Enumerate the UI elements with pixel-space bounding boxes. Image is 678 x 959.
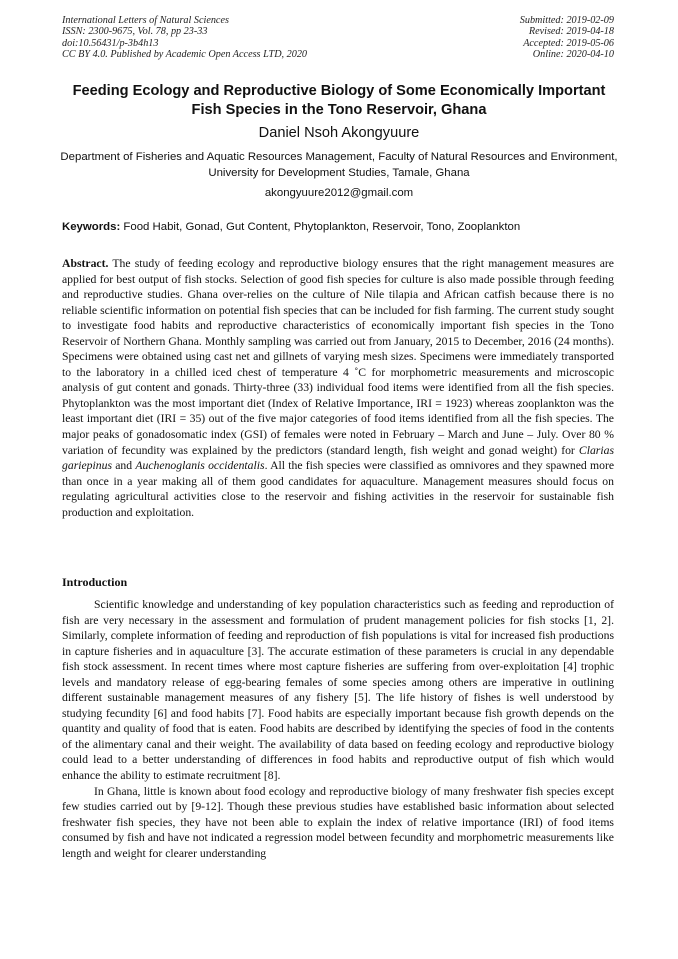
introduction-heading: Introduction <box>62 575 128 589</box>
intro-paragraph-1: Scientific knowledge and understanding of key population characteristics such as feeding and reproduction of fish are very necessary in the assessment and formulation of prudent management policies for fish stocks [1, 2]. Similarly, complete information of feeding and reproduction of fish populations is vital for increased fish productions in capture fisheries and in aquaculture [3]. The accurate estimation of these parameters is crucial in any dependable fish stock assessment. In recent times where most capture fisheries are suffering from over-exploitation [4] trophic levels and mandatory release of egg-bearing females of some species among others are imperative in outlining different sustainable management measures of any fishery [5]. The life history of fishes is well understood by studying fecundity [6] and food habits [7]. Food habits are especially important because fish growth depends on the quantity and quality of food that is eaten. Food habits are described by identifying the species of food in the contents of the alimentary canal and their weight. The availability of data based on feeding ecology and reproductive biology could lead to a better understanding of differences in food habits and reproductive output of fish which would enhance the ability to estimate recruitment [8]. <box>62 598 614 783</box>
author-name: Daniel Nsoh Akongyuure <box>258 125 420 141</box>
journal-name: International Letters of Natural Sciences <box>62 15 229 26</box>
keywords-text: Food Habit, Gonad, Gut Content, Phytoplankton, Reservoir, Tono, Zooplankton <box>123 221 521 233</box>
abstract-label: Abstract. <box>62 257 109 270</box>
journal-header-right <box>520 15 614 60</box>
introduction-section <box>62 597 614 861</box>
abstract-and: and <box>115 459 133 473</box>
license-line: CC BY 4.0. Published by Academic Open Access LTD, 2020 <box>62 48 308 60</box>
intro-paragraph-2: In Ghana, little is known about food ecology and reproductive biology of many freshwater fish species except few studies carried out by [9-12]. Though these previous studies have established basic information about selected freshwater fish species, they have not been able to explain the index of relative importance (IRI) of food items consumed by fish and have not indicated a regression model between fecundity and morphometric measurements like length and weight for clearer understanding <box>62 784 614 860</box>
issn-line: ISSN: 2300-9675, Vol. 78, pp 23-33 <box>62 26 208 38</box>
online-date: Online: 2020-04-10 <box>532 48 614 60</box>
revised-date: Revised: 2019-04-18 <box>528 26 614 38</box>
abstract-text-1: The study of feeding ecology and reproductive biology ensures that the right management measures are applied for best output of fish stocks. Selection of good fish species for culture is also made possible through feeding and reproductive studies. Ghana over-relies on the culture of Nile tilapia and African catfish because there is no reliable scientific information on potential fish species that can be included for fish farming. The current study sought to investigate food habits and reproductive characteristics of economically important fish species in the Tono Reservoir of Northern Ghana. Monthly sampling was carried out from January, 2015 to December, 2016 (24 months). Specimens were obtained using cast net and gillnets of varying mesh sizes. Specimens were immediately transported to the laboratory in a chilled iced chest of temperature 4 ˚C for morphometric measurements and microscopic analysis of gut content and gonads. Thirty-three (33) individual food items were identified from all the fish species. Phytoplankton was the most important diet (Index of Relative Importance, IRI = 1923) whereas zooplankton was the least important diet (IRI = 35) out of the five major categories of food items identified from all the fish species. The major peaks of gonadosomatic index (GSI) of females were noted in February – March and June – July. Over 80 % variation of fecundity was explained by the predictors (standard length, fish weight and gonad weight) for <box>62 257 614 457</box>
paper-title: Feeding Ecology and Reproductive Biology of Some Economically Important Fish Species in the Tono Reservoir, Ghana <box>72 83 606 118</box>
journal-header-left <box>62 15 307 60</box>
abstract-paragraph <box>62 256 614 520</box>
abstract-text-2: . All the fish species were classified as omnivores and they spawned more than once in a year making all of them good candidates for aquaculture. Management measures should focus on regulating agricultural activities close to the reservoir and fishing activities in the reservoir for sustainable fish production and exploitation. <box>62 459 615 519</box>
doi-line: doi:10.56431/p-3b4h13 <box>62 37 159 49</box>
species-auchenoglanis: Auchenoglanis occidentalis <box>135 459 265 473</box>
species-clarias: Clarias gariepinus <box>62 443 614 473</box>
abstract-section <box>62 256 614 520</box>
keywords-line <box>62 220 614 235</box>
author-email: akongyuure2012@gmail.com <box>264 187 414 199</box>
author-affiliation: Department of Fisheries and Aquatic Resources Management, Faculty of Natural Resources and Environment, University for Development Studies, Tamale, Ghana <box>60 151 618 179</box>
accepted-date: Accepted: 2019-05-06 <box>523 37 614 49</box>
keywords-label: Keywords: <box>62 221 121 233</box>
submitted-date: Submitted: 2019-02-09 <box>519 15 614 26</box>
